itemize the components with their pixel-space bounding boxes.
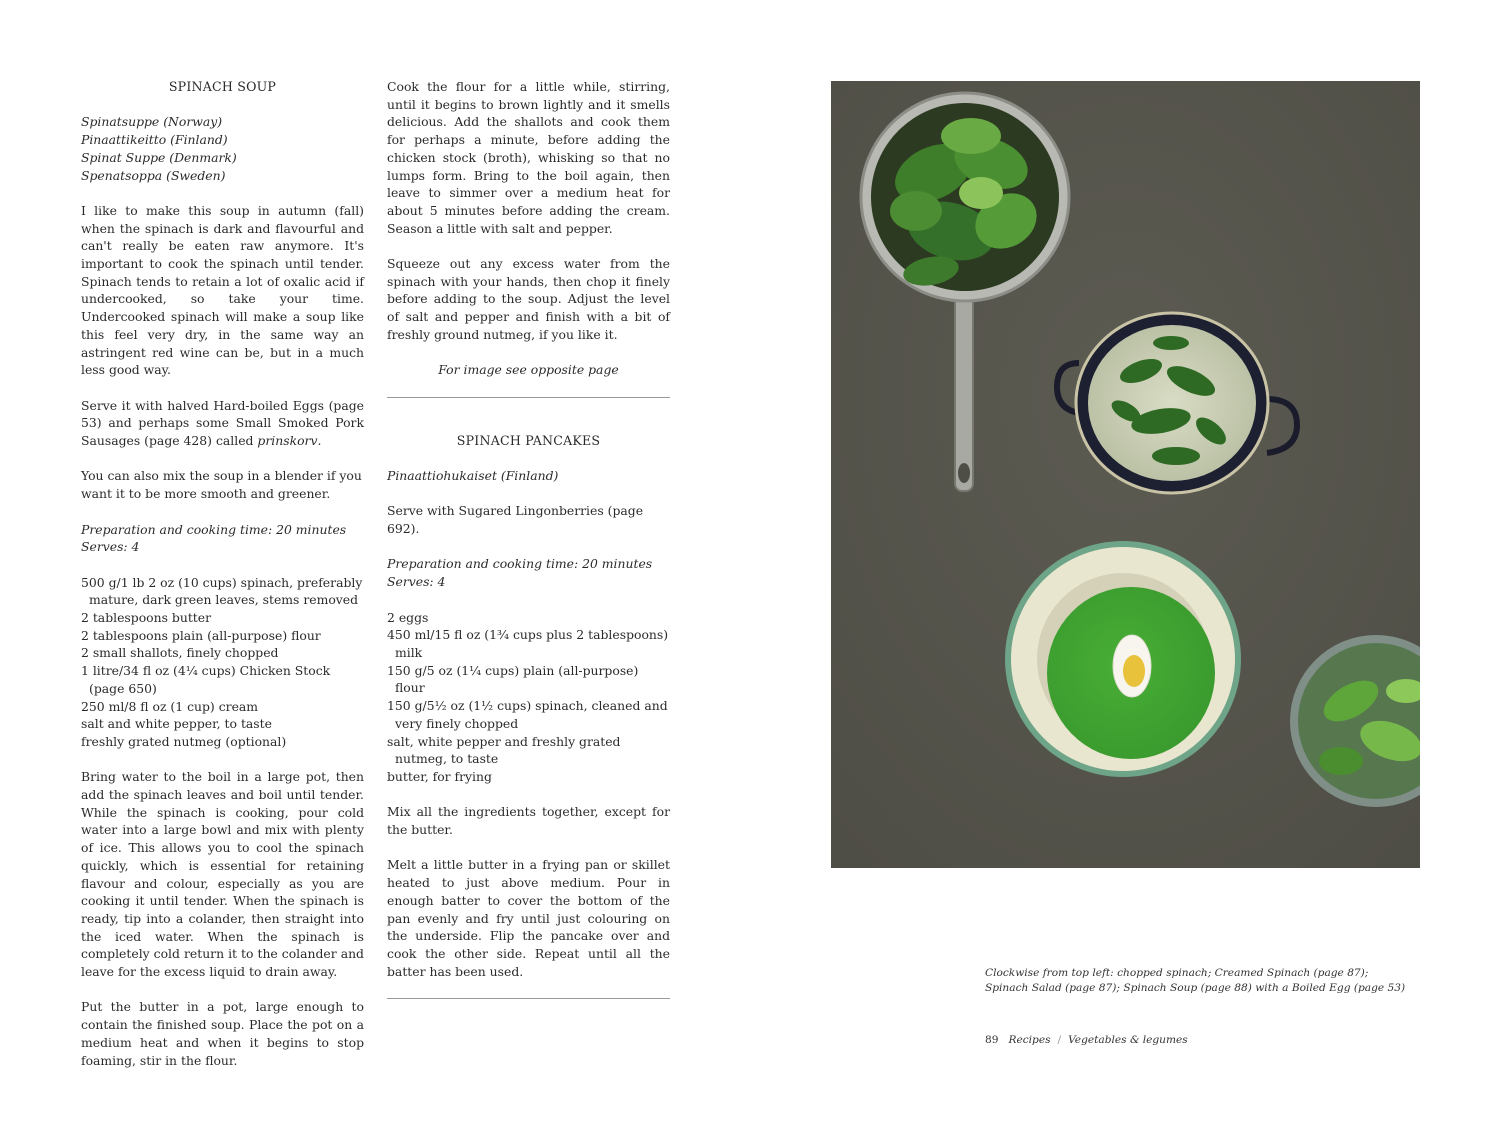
pancakes-ingredient: 150 g/5½ oz (1½ cups) spinach, cleaned and very finely chopped — [387, 698, 668, 731]
pancakes-title: SPINACH PANCAKES — [456, 432, 601, 448]
pancakes-ingredient: butter, for frying — [387, 768, 492, 784]
pancakes-method-2: Melt a little butter in a frying pan or skillet heated to just above medium. Pour in enough batter to cover the bottom of the pan evenly and fry until just colouring on the underside. Flip the pancake over and cook the other side. Repeat until all the batter has been used. — [387, 857, 670, 979]
soup-title: SPINACH SOUP — [168, 79, 277, 94]
soup-intro-1: I like to make this soup in autumn (fall) when the spinach is dark and flavourful and can't really be eaten raw anymore. It's important to cook the spinach until tender. Spinach tends to retain a lot of oxalic acid if undercooked, so take your time. Undercooked spinach will make a soup like this feel very dry, in the same way an astringent red wine can be, but in a much less good way. — [81, 202, 364, 378]
soup-ingredient: 2 tablespoons plain (all-purpose) flour — [81, 627, 321, 643]
soup-intro-2 — [81, 397, 364, 450]
pancakes-method-1: Mix all the ingredients together, except for the butter. — [387, 804, 670, 837]
pancakes-ingredient: 450 ml/15 fl oz (1¾ cups plus 2 tablespoons) milk — [387, 627, 669, 660]
soup-name-norway: Spinatsuppe (Norway) — [81, 114, 223, 130]
recipe-divider — [387, 397, 670, 398]
soup-intro-2-italic: prinskorv — [257, 433, 318, 449]
recipe-end-divider — [387, 998, 670, 999]
soup-method-1: Bring water to the boil in a large pot, then add the spinach leaves and boil until tender. While the spinach is cooking, pour cold water into a large bowl and mix with plenty of ice. This allows you to cool the spinach quickly, which is essential for retaining flavour and colour, especially as you are cooking it until tender. When the spinach is ready, tip into a colander, then straight into the iced water. When the spinach is completely cold return it to the colander and leave for the excess liquid to drain away. — [81, 769, 364, 980]
soup-ingredient: freshly grated nutmeg (optional) — [81, 733, 287, 749]
spinach-soup-plate — [1005, 541, 1241, 777]
soup-name-denmark: Spinat Suppe (Denmark) — [81, 149, 237, 165]
pancakes-prep-time: Preparation and cooking time: 20 minutes — [387, 556, 653, 572]
soup-method-3: Cook the flour for a little while, stirring, until it begins to brown lightly and it smells delicious. Add the shallots and cook them for perhaps a minute, before adding the chicken stock (broth), whisking so that no lumps form. Bring to the boil again, then leave to simmer over a medium heat for about 5 minutes before adding the cream. Season a little with salt and pepper. — [387, 79, 670, 236]
soup-intro-2-end: . — [317, 433, 322, 449]
page-footer — [985, 1034, 1188, 1046]
footer-chapter: Vegetables & legumes — [1068, 1034, 1188, 1046]
pancakes-serves: Serves: 4 — [387, 574, 446, 590]
soup-ingredients — [81, 574, 364, 751]
page-number: 89 — [985, 1034, 999, 1046]
recipe-column-2 — [387, 78, 670, 1033]
pancakes-names — [387, 467, 670, 485]
footer-separator: / — [1057, 1034, 1062, 1046]
food-photo-illustration — [831, 81, 1420, 868]
pancakes-ingredient: 150 g/5 oz (1¼ cups) plain (all-purpose) flour — [387, 662, 639, 696]
soup-meta — [81, 521, 364, 556]
soup-ingredient: 1 litre/34 fl oz (4¼ cups) Chicken Stock (page 650) — [81, 663, 331, 696]
recipe-column-1 — [81, 78, 364, 1087]
pancakes-name-finland: Pinaattiohukaiset (Finland) — [387, 468, 559, 483]
pancakes-ingredient: 2 eggs — [387, 609, 429, 625]
soup-ingredient: salt and white pepper, to taste — [81, 716, 272, 732]
pancakes-ingredients — [387, 609, 670, 786]
pancakes-ingredient: salt, white pepper and freshly grated nutmeg, to taste — [387, 733, 621, 767]
footer-section: Recipes — [1008, 1034, 1051, 1046]
soup-method-4: Squeeze out any excess water from the spinach with your hands, then chop it finely before adding to the soup. Adjust the level of salt and pepper and finish with a bit of freshly ground nutmeg, if you like it. — [387, 256, 670, 342]
soup-name-finland: Pinaattikeitto (Finland) — [81, 132, 228, 148]
soup-ingredient: 2 small shallots, finely chopped — [81, 645, 279, 661]
pancakes-intro: Serve with Sugared Lingonberries (page 692). — [387, 503, 644, 537]
soup-image-note: For image see opposite page — [438, 362, 619, 378]
soup-method-2: Put the butter in a pot, large enough to contain the finished soup. Place the pot on a medium heat and when it begins to stop foaming, stir in the flour. — [81, 999, 364, 1068]
soup-ingredient: 2 tablespoons butter — [81, 610, 212, 625]
pancakes-meta — [387, 555, 670, 590]
soup-intro-2-text: Serve it with halved Hard-boiled Eggs (page 53) and perhaps some Small Smoked Pork Sausages (page 428) called — [81, 397, 364, 449]
food-photo — [831, 81, 1420, 868]
soup-name-sweden: Spenatsoppa (Sweden) — [81, 167, 226, 183]
photo-caption: Clockwise from top left: chopped spinach; Creamed Spinach (page 87); Spinach Salad (page 87); Spinach Soup (page 88) with a Boiled Egg (page 53) — [985, 967, 1406, 994]
soup-ingredient: 500 g/1 lb 2 oz (10 cups) spinach, preferably mature, dark green leaves, stems removed — [81, 574, 363, 608]
soup-serves: Serves: 4 — [81, 539, 140, 555]
soup-names — [81, 113, 364, 184]
soup-intro-3: You can also mix the soup in a blender if you want it to be more smooth and greener. — [81, 468, 362, 502]
soup-prep-time: Preparation and cooking time: 20 minutes — [81, 521, 347, 537]
soup-ingredient: 250 ml/8 fl oz (1 cup) cream — [81, 698, 259, 714]
